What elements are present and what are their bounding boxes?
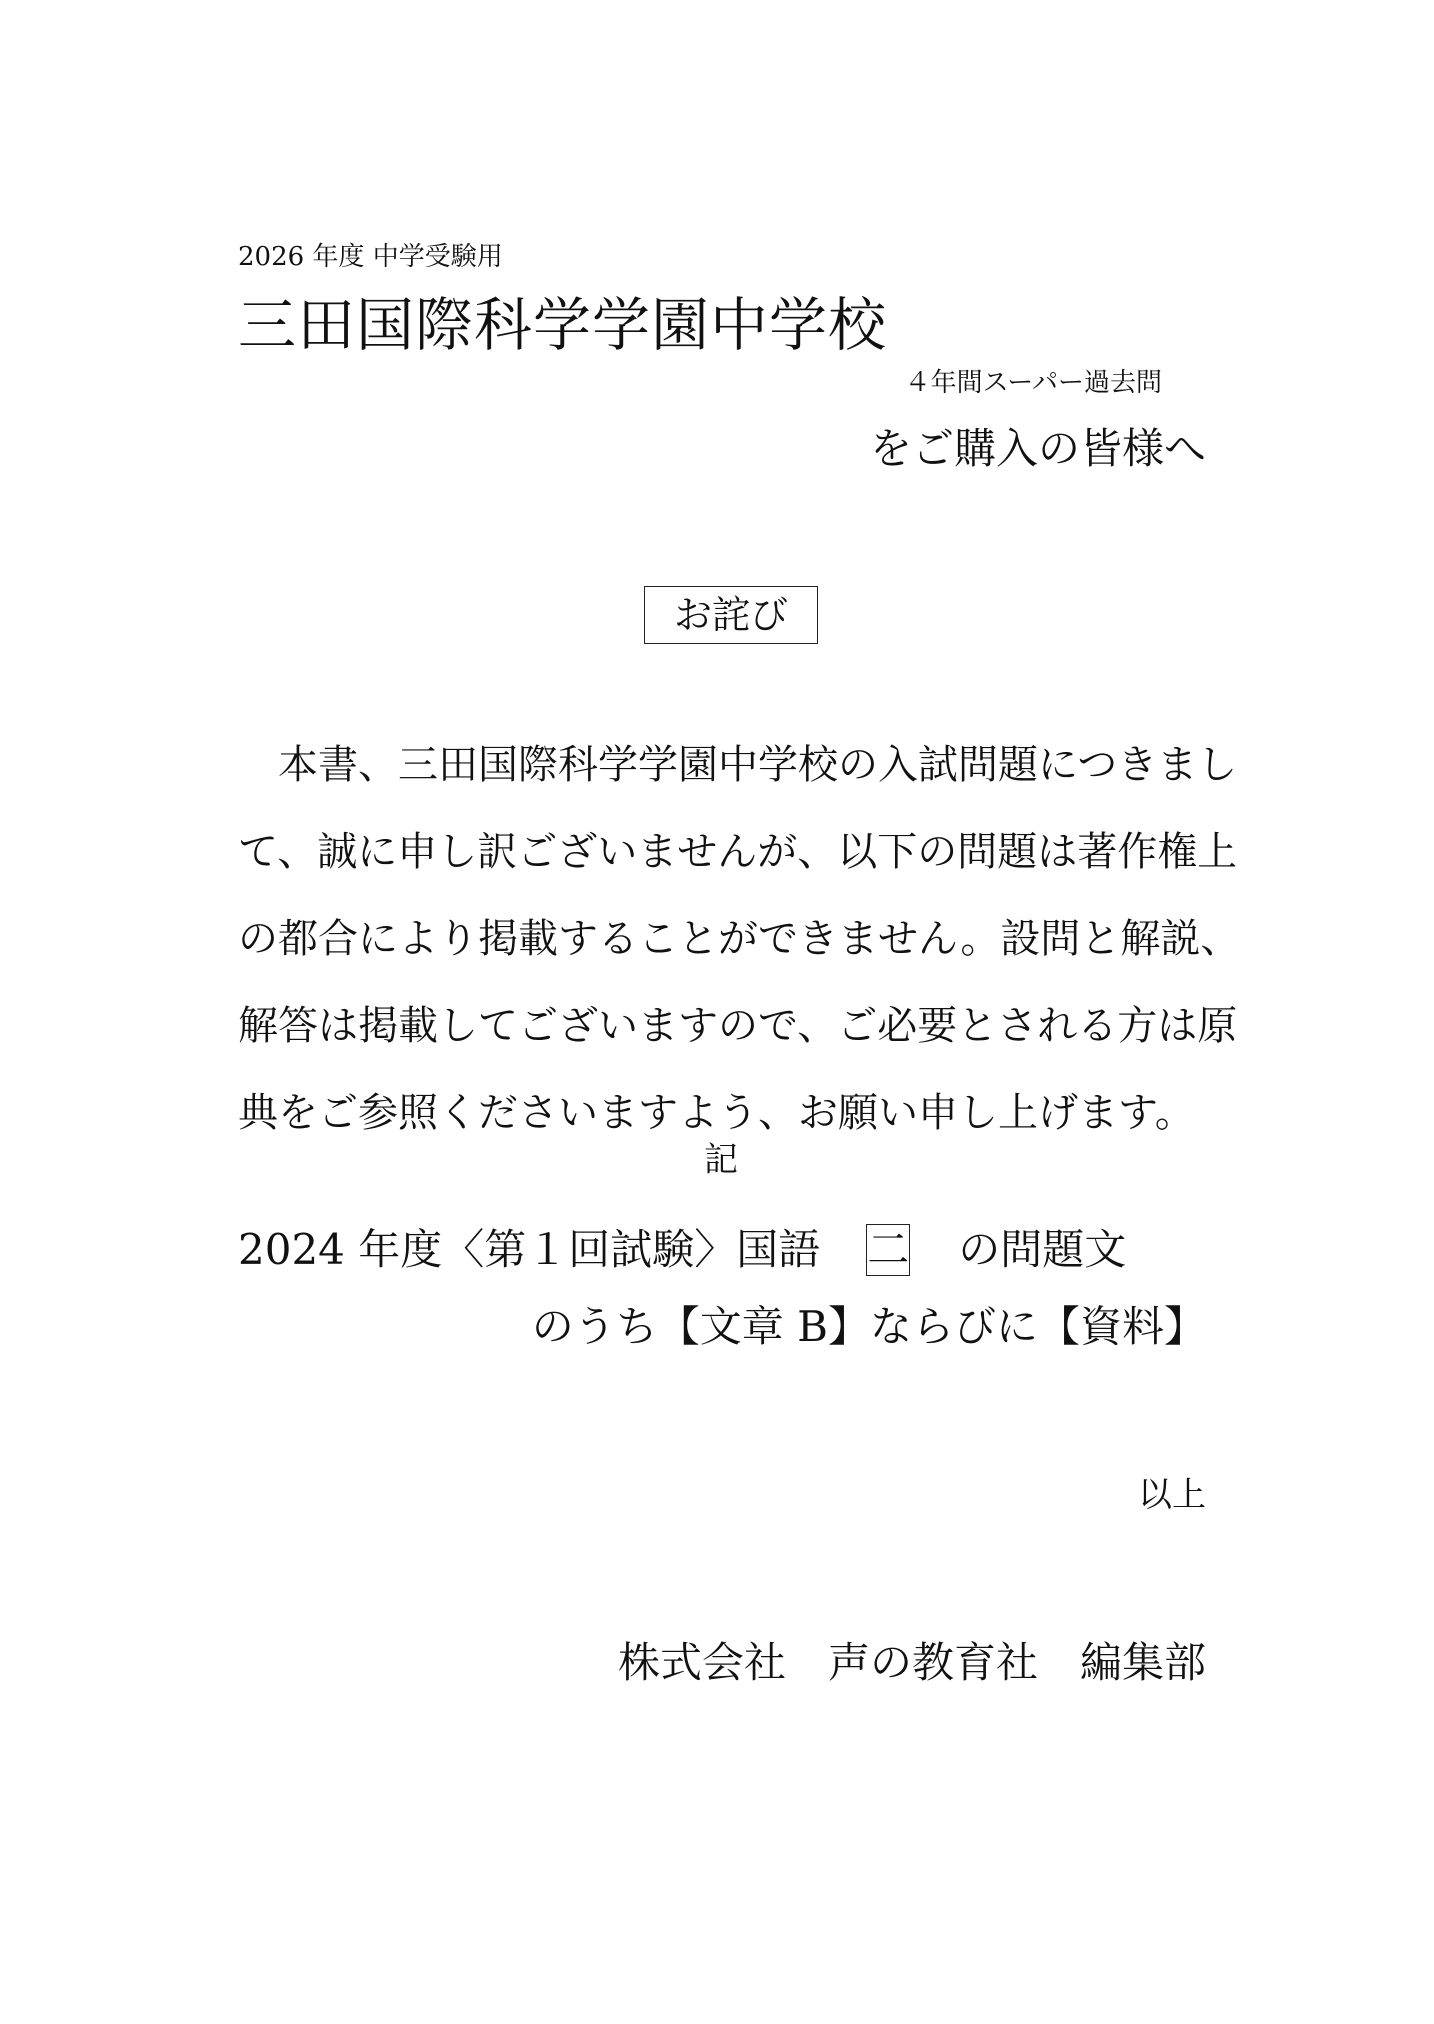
ki-mark: 記: [704, 1140, 738, 1180]
publisher-signature: 株式会社 声の教育社 編集部: [617, 1638, 1206, 1687]
body-line: て、誠に申し訳ございませんが、以下の問題は著作権上: [238, 829, 1238, 875]
school-name-title: 三田国際科学学園中学校: [238, 291, 888, 359]
body-line: 典をご参照くださいますよう、お願い申し上げます。: [238, 1090, 1195, 1136]
omitted-item-prefix: 2024 年度〈第１回試験〉国語: [238, 1225, 821, 1274]
closing-mark: 以上: [1138, 1475, 1206, 1515]
apology-body-paragraph: [238, 722, 1241, 1157]
omitted-item-line-2: のうち【文章 B】ならびに【資料】: [531, 1302, 1206, 1351]
body-line: の都合により掲載することができません。設問と解説、: [238, 916, 1241, 962]
apology-heading-box: [644, 586, 818, 644]
year-line: 2026 年度 中学受験用: [238, 242, 503, 272]
product-name: ４年間スーパー過去問: [904, 368, 1162, 398]
apology-heading: お詫び: [673, 593, 788, 637]
body-line: 本書、三田国際科学学園中学校の入試問題につきまし: [278, 742, 1238, 788]
body-line: 解答は掲載してございますので、ご必要とされる方は原: [238, 1003, 1238, 1049]
omitted-item-suffix: の問題文: [958, 1225, 1127, 1274]
addressee-line: をご購入の皆様へ: [869, 424, 1206, 473]
omitted-item-line-1: [238, 1224, 1126, 1276]
question-number-box: 二: [867, 1225, 910, 1274]
